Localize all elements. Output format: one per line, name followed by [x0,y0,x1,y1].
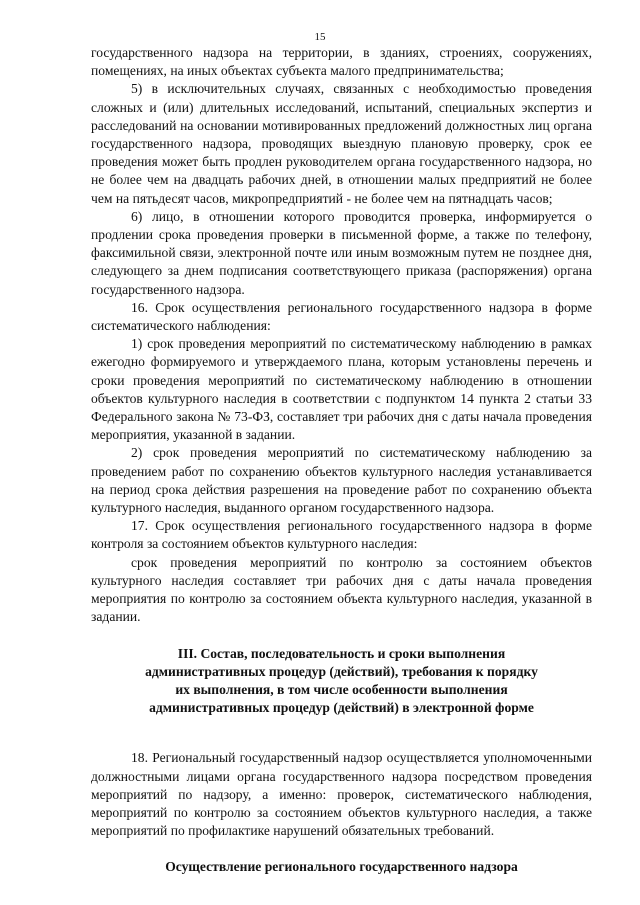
paragraph-17: 17. Срок осуществления регионального государственного надзора в форме контроля за состоянием объектов культурного наследия: [91,518,592,552]
paragraph-item-6: 6) лицо, в отношении которого проводится проверка, информируется о продлении срока проведения проверки в письменной форме, а также по телефону, факсимильной связи, электронной почте или иным возможным путем не позднее дня, следующего за днем подписания соответствующего приказа (распоряжения) органа государственного надзора. [91,208,592,297]
paragraph-16-item-2: 2) срок проведения мероприятий по систематическому наблюдению за проведением работ по сохранению объектов культурного наследия устанавливается на период срока действия разрешения на проведение работ по сохранению объекта культурного наследия, выданного органом государственного надзора. [91,445,592,516]
section-title-line: III. Состав, последовательность и сроки выполнения [177,645,506,661]
section-title-line: административных процедур (действий) в электронной форме [149,700,534,716]
paragraph-16: 16. Срок осуществления регионального государственного надзора в форме систематического наблюдения: [91,299,592,334]
paragraph-18: 18. Региональный государственный надзор осуществляется уполномоченными должностными лицами органа государственного надзора посредством проведения мероприятий по надзору, а именно: проверок, систематического наблюдения, мероприятий по контролю за состоянием объектов культурного наследия, а также мероприятий по профилактике нарушений обязательных требований. [91,750,592,839]
paragraph-item-5: 5) в исключительных случаях, связанных с необходимостью проведения сложных и (или) длительных исследований, испытаний, специальных экспертиз и расследований на основании мотивированных предложений должностных лиц органа государственного надзора, проводящих выездную плановую проверку, срок ее проведения может быть продлен руководителем органа государственного надзора, но не более чем на двадцать рабочих дней, в отношении малых предприятий не более чем на пятьдесят часов, микропредприятий - не более чем на пятнадцать часов; [91,81,592,206]
paragraph-17-text: срок проведения мероприятий по контролю за состоянием объектов культурного наследия составляет три рабочих дня с даты начала проведения мероприятия по контролю за состоянием объекта культурного наследия, указанной в задании. [91,554,592,625]
paragraph-continuation: государственного надзора на территории, в зданиях, строениях, сооружениях, помещениях, на иных объектах субъекта малого предпринимательства; [91,45,592,79]
section-title-line: их выполнения, в том числе особенности выполнения [175,681,508,697]
document-body [91,44,592,877]
page-number: 15 [314,31,326,43]
section-title [91,645,592,718]
subheading: Осуществление регионального государственного надзора [165,859,518,875]
section-title-line: административных процедур (действий), требования к порядку [145,663,538,679]
paragraph-16-item-1: 1) срок проведения мероприятий по систематическому наблюдению в рамках ежегодно формируемого и утверждаемого плана, которым установлены перечень и сроки проведения мероприятий по систематическому наблюдению в отношении объектов культурного наследия в соответствии с подпунктом 14 пункта 2 статьи 33 Федерального закона № 73-ФЗ, составляет три рабочих дня с даты начала проведения мероприятия, указанной в задании. [91,336,592,443]
